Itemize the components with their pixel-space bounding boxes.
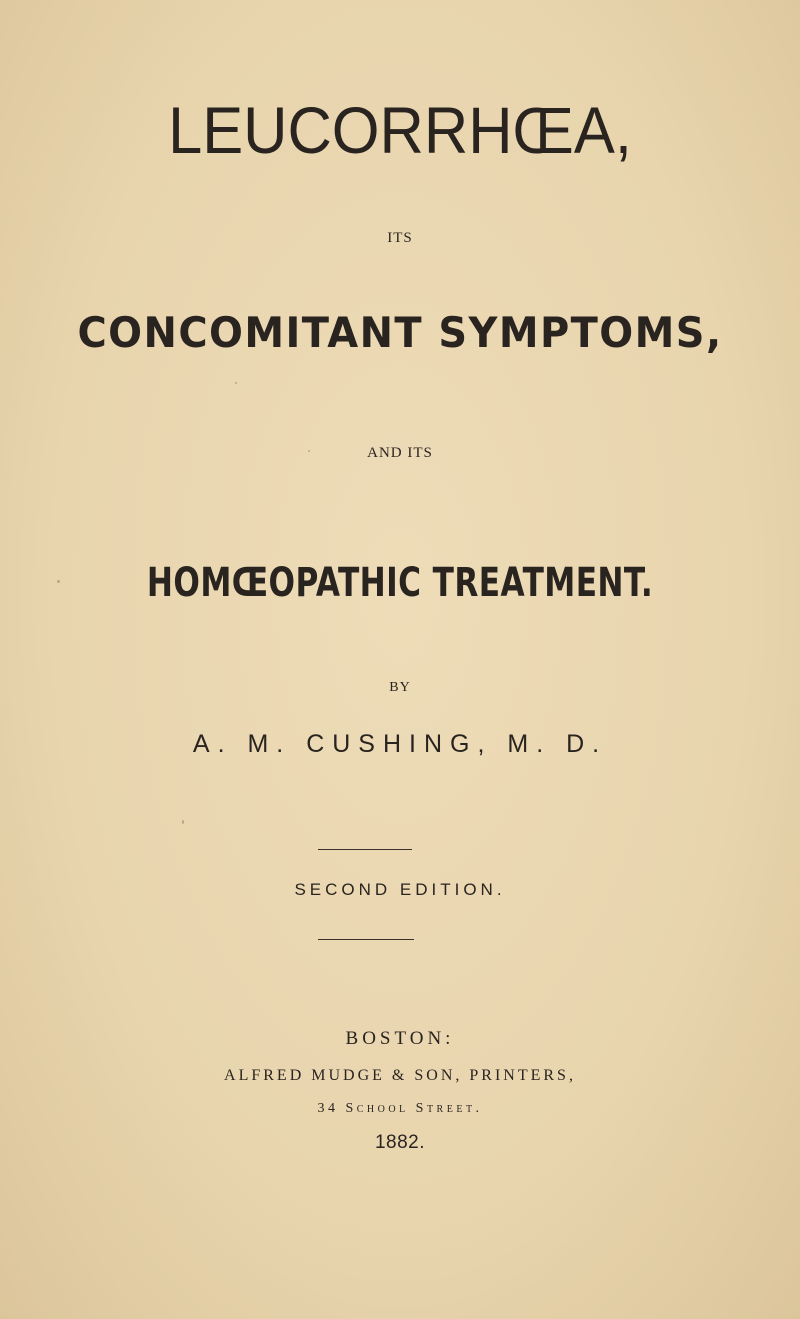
imprint-printer: ALFRED MUDGE & SON, PRINTERS, bbox=[224, 1067, 576, 1084]
divider-rule-top bbox=[318, 849, 412, 850]
treatment-title: HOMŒOPATHIC TREATMENT. bbox=[146, 560, 654, 606]
main-title: LEUCORRHŒA, bbox=[168, 93, 632, 167]
imprint-year: 1882. bbox=[374, 1132, 426, 1153]
by-label: BY bbox=[389, 680, 411, 695]
divider-rule-bottom bbox=[318, 939, 414, 940]
connector-and-its: AND ITS bbox=[367, 445, 433, 461]
imprint-city: BOSTON: bbox=[345, 1028, 455, 1049]
author-name: A. M. CUSHING, M. D. bbox=[192, 730, 608, 758]
subtitle: CONCOMITANT SYMPTOMS, bbox=[77, 308, 723, 357]
connector-its: ITS bbox=[387, 230, 413, 246]
paper-speck bbox=[308, 450, 310, 452]
edition-label: SECOND EDITION. bbox=[294, 880, 506, 899]
paper-speck bbox=[57, 580, 60, 583]
paper-speck bbox=[182, 820, 184, 824]
paper-speck bbox=[235, 382, 237, 384]
imprint-address: 34 School Street. bbox=[317, 1101, 483, 1116]
